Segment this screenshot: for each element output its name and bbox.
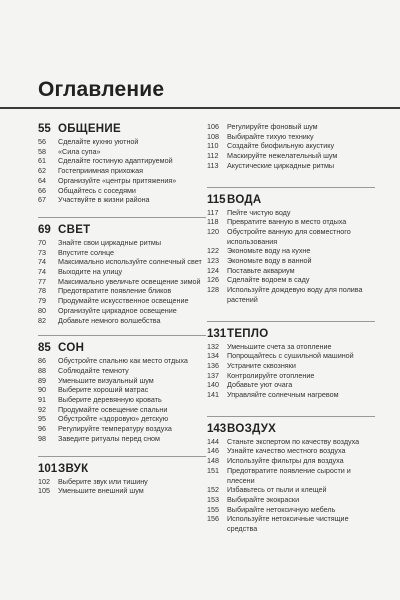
entry-title: Выбирайте тихую технику <box>227 131 314 141</box>
toc-entry[interactable] <box>38 296 206 306</box>
toc-entry[interactable] <box>207 285 375 304</box>
entry-page-number: 89 <box>38 375 46 385</box>
toc-entry[interactable] <box>38 434 206 444</box>
entry-title: Максимально используйте солнечный свет <box>58 257 202 267</box>
entry-title: «Сила супа» <box>58 146 101 156</box>
section-page-number: 69 <box>38 223 51 236</box>
toc-entry[interactable] <box>207 505 375 515</box>
entry-page-number: 74 <box>38 267 46 277</box>
section-heading <box>38 341 206 355</box>
entry-page-number: 155 <box>207 504 219 514</box>
entry-page-number: 118 <box>207 217 219 227</box>
entry-title: Выберите деревянную кровать <box>58 395 162 405</box>
section-title: ТЕПЛО <box>227 327 269 340</box>
toc-entry[interactable] <box>207 256 375 266</box>
entry-page-number: 80 <box>38 305 46 315</box>
entry-page-number: 95 <box>38 414 46 424</box>
toc-entry[interactable] <box>207 456 375 466</box>
entry-page-number: 102 <box>38 476 50 486</box>
entry-title: Выбирайте экокраски <box>227 494 300 504</box>
entry-page-number: 123 <box>207 256 219 266</box>
toc-entry[interactable] <box>38 166 206 176</box>
entry-title: Выходите на улицу <box>58 267 123 277</box>
entry-title: Избавьтесь от пыли и клещей <box>227 485 327 495</box>
entry-page-number: 67 <box>38 195 46 205</box>
entry-page-number: 117 <box>207 207 219 217</box>
entry-page-number: 96 <box>38 424 46 434</box>
entry-title: Поставьте аквариум <box>227 265 295 275</box>
section-page-number: 55 <box>38 123 51 135</box>
toc-section <box>207 416 375 534</box>
entry-page-number: 110 <box>207 141 219 151</box>
entry-page-number: 74 <box>38 257 46 267</box>
toc-entry[interactable] <box>207 361 375 371</box>
entry-title: Контролируйте отопление <box>227 370 315 380</box>
toc-entry[interactable] <box>207 246 375 256</box>
toc-entry[interactable] <box>207 371 375 381</box>
entry-title: Регулируйте фоновый шум <box>227 122 318 131</box>
entry-title: Станьте экспертом по качеству воздуха <box>227 436 360 446</box>
toc-entry[interactable] <box>207 151 375 161</box>
toc-entry[interactable] <box>207 141 375 151</box>
toc-section <box>207 122 375 171</box>
toc-entry[interactable] <box>38 277 206 287</box>
entry-page-number: 73 <box>38 247 46 257</box>
title-divider <box>0 107 400 109</box>
entry-title: Гостеприимная прихожая <box>58 166 143 176</box>
section-divider <box>38 335 206 336</box>
toc-entry[interactable] <box>38 414 206 424</box>
entry-page-number: 140 <box>207 380 219 390</box>
toc-entry[interactable] <box>207 217 375 227</box>
entry-title: Сделайте водоем в саду <box>227 275 310 285</box>
entry-title: Обустройте ванную для совместного использования <box>227 226 351 246</box>
entry-page-number: 141 <box>207 390 219 400</box>
section-title: ВОЗДУХ <box>227 422 277 435</box>
entry-page-number: 136 <box>207 360 219 370</box>
entry-page-number: 98 <box>38 433 46 443</box>
entry-title: Сделайте кухню уютной <box>58 137 139 146</box>
toc-entry[interactable] <box>207 466 375 485</box>
toc-section <box>207 321 375 400</box>
section-title: СОН <box>58 342 85 355</box>
toc-entry[interactable] <box>38 356 206 366</box>
toc-column-left <box>38 122 206 496</box>
toc-entry[interactable] <box>38 267 206 277</box>
toc-entry[interactable] <box>38 486 206 496</box>
toc-entry[interactable] <box>38 376 206 386</box>
toc-entry[interactable] <box>207 342 375 352</box>
toc-entry[interactable] <box>207 208 375 218</box>
entry-title: Экономьте воду в ванной <box>227 256 312 266</box>
toc-entry[interactable] <box>38 176 206 186</box>
entry-title: Максимально увеличьте освещение зимой <box>58 276 201 286</box>
entry-title: Выбирайте нетоксичную мебель <box>227 504 336 514</box>
entry-page-number: 134 <box>207 351 219 361</box>
toc-section <box>38 122 206 205</box>
entry-title: Сделайте гостиную адаптируемой <box>58 156 173 166</box>
toc-entry[interactable] <box>207 485 375 495</box>
entry-page-number: 70 <box>38 237 46 247</box>
toc-entry[interactable] <box>207 514 375 533</box>
entry-page-number: 137 <box>207 370 219 380</box>
toc-entry[interactable] <box>38 286 206 296</box>
section-title: ЗВУК <box>58 462 89 475</box>
entry-page-number: 91 <box>38 395 46 405</box>
entry-title: Уменьшите визуальный шум <box>58 375 154 385</box>
entry-page-number: 148 <box>207 456 219 466</box>
section-page-number: 115 <box>207 193 226 206</box>
toc-entry[interactable] <box>207 227 375 246</box>
section-title: ВОДА <box>227 193 262 206</box>
section-page-number: 101 <box>38 462 58 475</box>
entry-title: Продумайте искусственное освещение <box>58 296 189 306</box>
entry-page-number: 105 <box>38 486 50 496</box>
entry-page-number: 79 <box>38 296 46 306</box>
entry-title: Маскируйте нежелательный шум <box>227 151 338 161</box>
toc-entry[interactable] <box>38 257 206 267</box>
toc-entry[interactable] <box>207 266 375 276</box>
entry-title: Выберите хороший матрас <box>58 385 149 395</box>
toc-entry[interactable] <box>38 395 206 405</box>
toc-entry[interactable] <box>207 437 375 447</box>
section-heading <box>38 462 206 476</box>
toc-entry[interactable] <box>207 275 375 285</box>
toc-entry[interactable] <box>207 446 375 456</box>
toc-entry[interactable] <box>38 195 206 205</box>
toc-entry[interactable] <box>38 156 206 166</box>
entry-title: Соблюдайте темноту <box>58 365 129 375</box>
toc-entry[interactable] <box>38 366 206 376</box>
section-divider <box>207 321 375 322</box>
entry-page-number: 112 <box>207 151 219 161</box>
entry-title: Участвуйте в жизни района <box>58 195 150 205</box>
section-heading <box>207 422 375 436</box>
toc-entry[interactable] <box>38 238 206 248</box>
entry-title: Добавьте немного волшебства <box>58 315 161 325</box>
section-page-number: 131 <box>207 327 227 340</box>
toc-entry[interactable] <box>38 424 206 434</box>
toc-section <box>38 335 206 443</box>
section-divider <box>207 187 375 188</box>
toc-section <box>38 217 206 325</box>
toc-entry[interactable] <box>38 186 206 196</box>
toc-entry[interactable] <box>38 405 206 415</box>
entry-page-number: 128 <box>207 285 219 295</box>
entry-title: Заведите ритуалы перед сном <box>58 433 160 443</box>
entry-page-number: 56 <box>38 137 46 146</box>
entry-title: Пейте чистую воду <box>227 207 291 217</box>
section-divider <box>38 456 206 457</box>
entry-page-number: 156 <box>207 514 219 524</box>
entry-page-number: 126 <box>207 275 219 285</box>
section-divider <box>207 416 375 417</box>
entry-title: Знайте свои циркадные ритмы <box>58 237 162 247</box>
section-heading <box>38 223 206 237</box>
entry-title: Предотвратите появление сырости и плесени <box>227 465 351 485</box>
entry-title: Уменьшите внешний шум <box>58 486 144 496</box>
section-heading <box>207 193 375 207</box>
entry-title: Управляйте солнечным нагревом <box>227 390 339 400</box>
entry-title: Общайтесь с соседями <box>58 185 136 195</box>
entry-title: Используйте фильтры для воздуха <box>227 456 344 466</box>
entry-page-number: 132 <box>207 341 219 351</box>
entry-title: Регулируйте температуру воздуха <box>58 424 172 434</box>
entry-title: Создайте биофильную акустику <box>227 141 335 151</box>
page-title: Оглавление <box>38 78 165 101</box>
entry-title: Организуйте «центры притяжения» <box>58 175 177 185</box>
entry-title: Акустические циркадные ритмы <box>227 160 335 170</box>
toc-entry[interactable] <box>38 248 206 258</box>
entry-title: Продумайте освещение спальни <box>58 404 168 414</box>
section-page-number: 143 <box>207 422 227 435</box>
entry-title: Предотвратите появление бликов <box>58 286 172 296</box>
entry-page-number: 146 <box>207 446 219 456</box>
toc-entry[interactable] <box>38 477 206 487</box>
entry-page-number: 92 <box>38 404 46 414</box>
toc-column-right <box>207 122 375 534</box>
entry-page-number: 82 <box>38 315 46 325</box>
entry-page-number: 108 <box>207 131 219 141</box>
toc-entry[interactable] <box>207 351 375 361</box>
section-title: ОБЩЕНИЕ <box>58 123 121 135</box>
section-page-number: 85 <box>38 342 51 355</box>
entry-title: Узнайте качество местного воздуха <box>227 446 346 456</box>
entry-page-number: 64 <box>38 175 46 185</box>
entry-title: Обустройте «здоровую» детскую <box>58 414 169 424</box>
entry-title: Организуйте циркадное освещение <box>58 305 177 315</box>
entry-page-number: 61 <box>38 156 46 166</box>
toc-entry[interactable] <box>207 380 375 390</box>
entry-title: Превратите ванную в место отдыха <box>227 217 347 227</box>
toc-entry[interactable] <box>207 495 375 505</box>
entry-page-number: 78 <box>38 286 46 296</box>
section-heading <box>38 122 206 136</box>
section-divider <box>38 217 206 218</box>
entry-page-number: 120 <box>207 226 219 236</box>
toc-section <box>207 187 375 305</box>
entry-page-number: 86 <box>38 356 46 366</box>
entry-title: Попрощайтесь с сушильной машиной <box>227 351 354 361</box>
entry-title: Используйте дождевую воду для полива растений <box>227 285 363 304</box>
entry-page-number: 153 <box>207 494 219 504</box>
toc-entry[interactable] <box>38 147 206 157</box>
entry-page-number: 88 <box>38 365 46 375</box>
toc-entry[interactable] <box>207 132 375 142</box>
entry-page-number: 122 <box>207 246 219 256</box>
section-heading <box>207 327 375 341</box>
toc-entry[interactable] <box>207 122 375 132</box>
entry-page-number: 106 <box>207 122 219 131</box>
entry-page-number: 144 <box>207 436 219 446</box>
toc-entry[interactable] <box>38 385 206 395</box>
entry-page-number: 152 <box>207 485 219 495</box>
toc-entry[interactable] <box>38 316 206 326</box>
entry-page-number: 124 <box>207 265 219 275</box>
entry-page-number: 113 <box>207 160 219 170</box>
entry-page-number: 77 <box>38 276 46 286</box>
toc-entry[interactable] <box>38 306 206 316</box>
toc-entry[interactable] <box>207 390 375 400</box>
entry-title: Впустите солнце <box>58 247 115 257</box>
entry-page-number: 151 <box>207 465 219 475</box>
entry-title: Добавьте уют очага <box>227 380 293 390</box>
entry-title: Экономьте воду на кухне <box>227 246 311 256</box>
entry-title: Устраните сквозняки <box>227 360 296 370</box>
entry-title: Используйте нетоксичные чистящие средства <box>227 514 349 534</box>
toc-section <box>38 456 206 496</box>
entry-title: Уменьшите счета за отопление <box>227 341 332 351</box>
entry-title: Обустройте спальню как место отдыха <box>58 356 188 366</box>
entry-page-number: 90 <box>38 385 46 395</box>
toc-entry[interactable] <box>38 137 206 147</box>
entry-page-number: 66 <box>38 185 46 195</box>
entry-page-number: 62 <box>38 166 46 176</box>
entry-page-number: 58 <box>38 146 46 156</box>
toc-entry[interactable] <box>207 161 375 171</box>
section-title: СВЕТ <box>58 223 91 236</box>
entry-title: Выберите звук или тишину <box>58 476 148 486</box>
